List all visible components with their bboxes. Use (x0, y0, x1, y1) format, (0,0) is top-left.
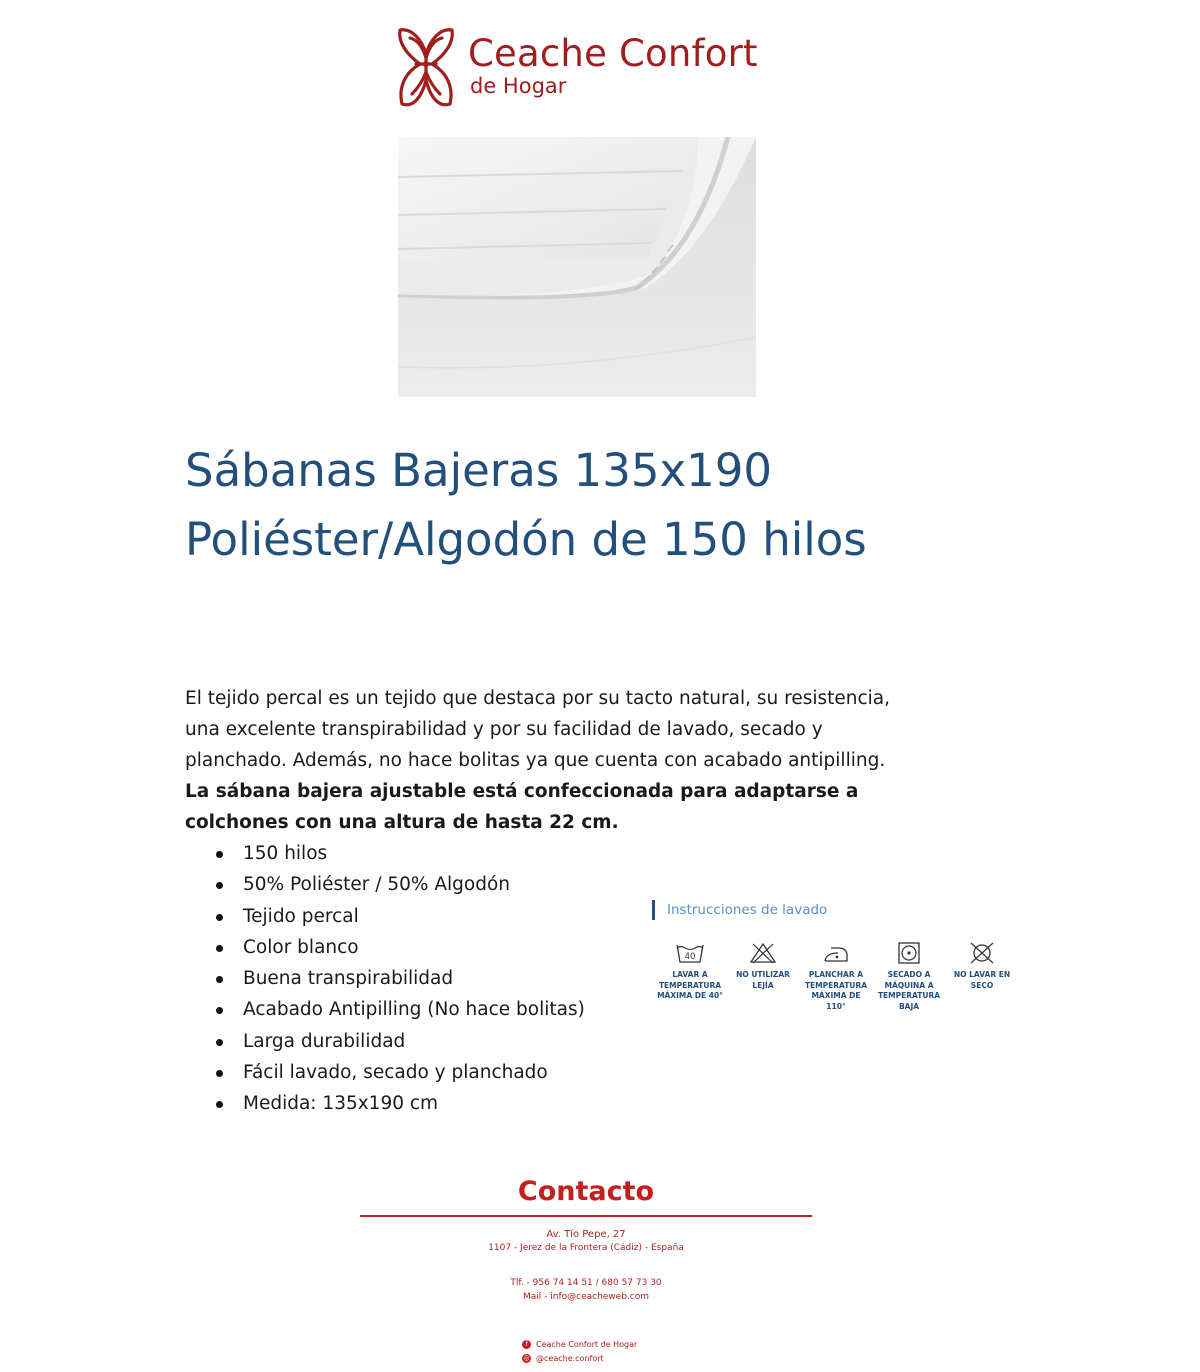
wash-item (730, 942, 796, 991)
wash-label: PLANCHAR A TEMPERATURA MÁXIMA DE 110° (804, 970, 868, 1011)
brand-name: Ceache Confort (468, 32, 758, 75)
feature-text: Larga durabilidad (243, 1030, 406, 1052)
product-image (398, 137, 756, 397)
wash-label: SECADO A MÁQUINA A TEMPERATURA BAJA (877, 970, 941, 1011)
feature-text: Medida: 135x190 cm (243, 1093, 439, 1115)
description-text: El tejido percal es un tejido que destaca por su tacto natural, su resistencia, una excelente transpirabilidad y por su facilidad de lavado, secado y planchado. Además, no hace bolitas ya que cuenta con acabado antipilling. (185, 688, 891, 771)
bullet-icon (216, 1007, 223, 1014)
list-item (185, 932, 585, 963)
product-title: Sábanas Bajeras 135x190 Poliéster/Algodón de 150 hilos (185, 444, 867, 566)
tumble-dry-icon (895, 942, 923, 964)
wash-item (876, 942, 942, 1012)
feature-text: 50% Poliéster / 50% Algodón (243, 874, 510, 896)
contact-email[interactable]: Mail - info@ceacheweb.com (522, 1292, 649, 1302)
list-item (185, 1057, 585, 1088)
bullet-icon (216, 945, 223, 952)
facebook-icon: f (522, 1340, 531, 1349)
wash-40-icon (676, 942, 704, 964)
svg-text:40: 40 (684, 952, 696, 962)
bullet-icon (216, 882, 223, 889)
feature-text: Color blanco (243, 936, 359, 958)
bullet-icon (216, 914, 223, 921)
no-dry-clean-icon (968, 942, 996, 964)
list-item (185, 963, 585, 994)
fitted-sheet-illustration (398, 137, 756, 397)
wash-label: NO UTILIZAR LEJÍA (736, 970, 790, 990)
instagram-label: @ceache.confort (536, 1354, 604, 1363)
washing-header: Instrucciones de lavado (652, 900, 827, 920)
butterfly-logo-icon (392, 24, 460, 112)
feature-text: Acabado Antipilling (No hace bolitas) (243, 999, 585, 1021)
feature-text: Fácil lavado, secado y planchado (243, 1062, 548, 1084)
brand-subtitle: de Hogar (470, 74, 567, 98)
feature-text: Buena transpirabilidad (243, 968, 454, 990)
bullet-icon (216, 976, 223, 983)
brand-logo (392, 24, 792, 114)
list-item (185, 869, 585, 900)
bullet-icon (216, 851, 223, 858)
facebook-label: Ceache Confort de Hogar (536, 1340, 638, 1349)
contact-title: Contacto (517, 1176, 655, 1207)
list-item (185, 1088, 585, 1119)
product-description (185, 683, 905, 838)
list-item (185, 901, 585, 932)
list-item (185, 1026, 585, 1057)
no-bleach-icon (749, 942, 777, 964)
wash-item (657, 942, 723, 1002)
wash-label: NO LAVAR EN SECO (953, 970, 1011, 990)
iron-low-icon (822, 942, 850, 964)
wash-label: LAVAR A TEMPERATURA MÁXIMA DE 40° (657, 970, 723, 1000)
description-bold-text: La sábana bajera ajustable está confeccionada para adaptarse a colchones con una altura de hasta 22 cm. (185, 781, 859, 833)
feature-text: 150 hilos (243, 843, 328, 864)
feature-text: Tejido percal (243, 905, 359, 927)
contact-divider (360, 1215, 812, 1217)
bullet-icon (216, 1070, 223, 1077)
contact-city: 1107 - Jerez de la Frontera (Cádiz) - España (488, 1243, 684, 1253)
instagram-link[interactable] (522, 1354, 604, 1363)
bullet-icon (216, 1039, 223, 1046)
bullet-icon (216, 1101, 223, 1108)
instagram-icon: ◎ (523, 1354, 530, 1362)
contact-address: Av. Tío Pepe, 27 (546, 1229, 626, 1240)
feature-list (185, 838, 585, 1120)
facebook-link[interactable] (522, 1340, 637, 1349)
washing-instructions (652, 896, 1032, 1026)
list-item (185, 994, 585, 1025)
contact-phone: Tlf. - 956 74 14 51 / 680 57 73 30 (510, 1278, 662, 1288)
list-item (185, 838, 585, 869)
wash-item (949, 942, 1015, 991)
wash-item (803, 942, 869, 1012)
